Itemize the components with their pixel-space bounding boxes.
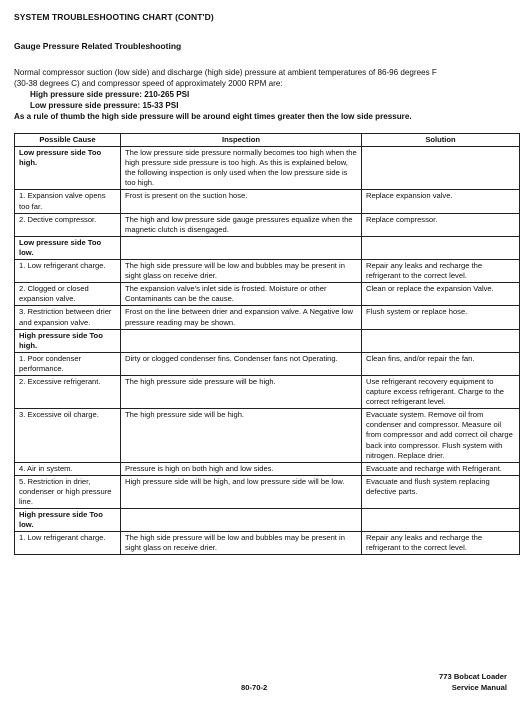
inspection-cell: The low pressure side pressure normally becomes too high when the high pressure side pressure is too high. As this is explained below, the following inspection is only used when the low pressure side is too high.: [121, 147, 362, 190]
header-solution: Solution: [362, 134, 520, 147]
solution-cell: Evacuate system. Remove oil from condenser and compressor. Measure oil from compressor and add correct oil charge back into compressor. Flush system with nitrogen. Replace drier.: [362, 409, 520, 462]
cause-number: 2.: [19, 284, 26, 294]
cause-text: Excessive refrigerant.: [27, 376, 101, 386]
table-row: [15, 475, 520, 508]
table-row: [15, 375, 520, 408]
inspection-cell: Frost is present on the suction hose.: [121, 190, 362, 213]
cause-number: 5.: [19, 476, 26, 486]
possible-cause-cell: [15, 532, 121, 555]
inspection-cell: The high side pressure will be low and bubbles may be present in sight glass on receive drier.: [121, 532, 362, 555]
solution-cell: Use refrigerant recovery equipment to capture excess refrigerant. Charge to the correct refrigerant level.: [362, 375, 520, 408]
possible-cause-cell: [15, 462, 121, 475]
possible-cause-cell: [15, 475, 121, 508]
intro-line-2: (30-38 degrees C) and compressor speed of approximately 2000 RPM are:: [14, 79, 283, 88]
header-possible-cause: Possible Cause: [15, 134, 121, 147]
solution-cell: Repair any leaks and recharge the refrigerant to the correct level.: [362, 532, 520, 555]
table-row: [15, 306, 520, 329]
inspection-cell: The high and low pressure side gauge pressures equalize when the magnetic clutch is disengaged.: [121, 213, 362, 236]
solution-cell: Evacuate and recharge with Refrigerant.: [362, 462, 520, 475]
section-heading: High pressure side Too high.: [15, 329, 121, 352]
solution-cell: [362, 509, 520, 532]
section-subtitle: Gauge Pressure Related Troubleshooting: [14, 41, 182, 51]
solution-cell: [362, 147, 520, 190]
table-row: [15, 532, 520, 555]
possible-cause-cell: [15, 190, 121, 213]
cause-number: 3.: [19, 410, 26, 420]
inspection-cell: [121, 329, 362, 352]
inspection-cell: The high pressure side will be high.: [121, 409, 362, 462]
cause-text: Poor condenser performance.: [19, 353, 82, 373]
table-row: [15, 190, 520, 213]
cause-text: Excessive oil charge.: [27, 410, 99, 420]
table-row: [15, 462, 520, 475]
troubleshooting-table: [14, 133, 520, 555]
manual-type: Service Manual: [451, 682, 507, 692]
inspection-cell: The high pressure side pressure will be high.: [121, 375, 362, 408]
solution-cell: Replace expansion valve.: [362, 190, 520, 213]
inspection-cell: The high side pressure will be low and bubbles may be present in sight glass on receive drier.: [121, 260, 362, 283]
intro-line-1: Normal compressor suction (low side) and discharge (high side) pressure at ambient temperatures of 86-96 degrees F: [14, 68, 437, 77]
table-row: [15, 260, 520, 283]
cause-text: Low refrigerant charge.: [27, 261, 106, 271]
section-heading: Low pressure side Too high.: [15, 147, 121, 190]
solution-cell: Replace compressor.: [362, 213, 520, 236]
table-section-row: [15, 329, 520, 352]
cause-number: 2.: [19, 214, 26, 224]
page-title: SYSTEM TROUBLESHOOTING CHART (CONT'D): [14, 12, 214, 22]
table-row: [15, 409, 520, 462]
table-section-row: [15, 509, 520, 532]
cause-number: 2.: [19, 376, 26, 386]
table-header-row: [15, 134, 520, 147]
table-row: [15, 352, 520, 375]
low-side-spec: Low pressure side pressure: 15-33 PSI: [30, 101, 179, 110]
cause-number: 1.: [19, 353, 26, 363]
possible-cause-cell: [15, 352, 121, 375]
cause-number: 3.: [19, 307, 26, 317]
solution-cell: Clean fins, and/or repair the fan.: [362, 352, 520, 375]
solution-cell: Repair any leaks and recharge the refrigerant to the correct level.: [362, 260, 520, 283]
cause-text: Low refrigerant charge.: [27, 533, 106, 543]
cause-text: Air in system.: [27, 463, 73, 473]
intro-paragraph: [14, 67, 519, 122]
cause-text: Restriction in drier, condenser or high pressure line.: [19, 476, 112, 506]
cause-number: 4.: [19, 463, 26, 473]
possible-cause-cell: [15, 260, 121, 283]
section-heading: High pressure side Too low.: [15, 509, 121, 532]
possible-cause-cell: [15, 283, 121, 306]
inspection-cell: High pressure side will be high, and low pressure side will be low.: [121, 475, 362, 508]
page-number: 80-70-2: [241, 683, 268, 692]
solution-cell: Clean or replace the expansion Valve.: [362, 283, 520, 306]
possible-cause-cell: [15, 213, 121, 236]
cause-number: 1.: [19, 261, 26, 271]
cause-number: 1.: [19, 533, 26, 543]
inspection-cell: Dirty or clogged condenser fins. Condenser fans not Operating.: [121, 352, 362, 375]
cause-text: Restriction between drier and expansion valve.: [19, 307, 112, 327]
table-section-row: [15, 147, 520, 190]
header-inspection: Inspection: [121, 134, 362, 147]
inspection-cell: Pressure is high on both high and low sides.: [121, 462, 362, 475]
possible-cause-cell: [15, 375, 121, 408]
solution-cell: Flush system or replace hose.: [362, 306, 520, 329]
solution-cell: Evacuate and flush system replacing defective parts.: [362, 475, 520, 508]
possible-cause-cell: [15, 306, 121, 329]
solution-cell: [362, 236, 520, 259]
solution-cell: [362, 329, 520, 352]
inspection-cell: [121, 236, 362, 259]
inspection-cell: Frost on the line between drier and expansion valve. A Negative low pressure reading may be shown.: [121, 306, 362, 329]
possible-cause-cell: [15, 409, 121, 462]
inspection-cell: [121, 509, 362, 532]
manual-footer: [439, 672, 507, 693]
cause-text: Clogged or closed expansion valve.: [19, 284, 89, 304]
table-section-row: [15, 236, 520, 259]
inspection-cell: The expansion valve's inlet side is frosted. Moisture or other Contaminants can be the cause.: [121, 283, 362, 306]
cause-number: 1.: [19, 191, 26, 201]
cause-text: Expansion valve opens too far.: [19, 191, 106, 211]
table-row: [15, 213, 520, 236]
rule-of-thumb: As a rule of thumb the high side pressure will be around eight times greater then the low side pressure.: [14, 112, 412, 121]
table-body: [15, 147, 520, 555]
table-row: [15, 283, 520, 306]
high-side-spec: High pressure side pressure: 210-265 PSI: [30, 90, 190, 99]
cause-text: Dective compressor.: [27, 214, 97, 224]
manual-title: 773 Bobcat Loader: [439, 672, 507, 681]
section-heading: Low pressure side Too low.: [15, 236, 121, 259]
